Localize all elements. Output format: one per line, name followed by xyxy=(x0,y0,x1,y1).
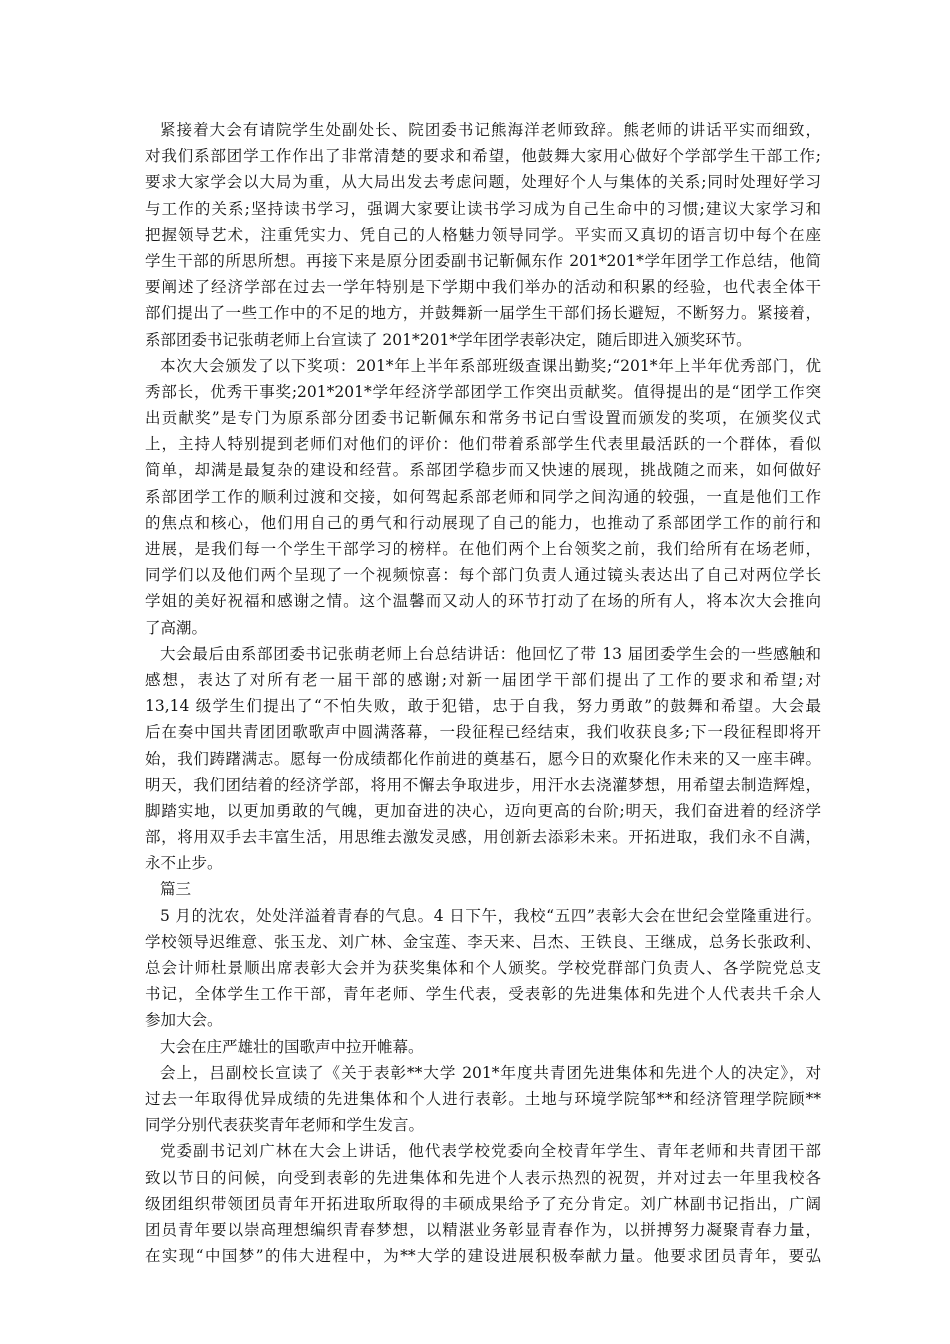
text-line: 的焦点和核心，他们用自己的勇气和行动展现了自己的能力，也推动了系部团学工作的前行和 xyxy=(145,513,821,532)
text-line: 学生干部的所思所想。再接下来是原分团委副书记靳佩东作 201*201*学年团学工作总结，他简 xyxy=(145,251,821,270)
text-line: 进展，是我们每一个学生干部学习的榜样。在他们两个上台领奖之前，我们给所有在场老师， xyxy=(145,540,821,558)
text-line: 本次大会颁发了以下奖项：201*年上半年系部班级查课出勤奖;“201*年上半年优秀部门，优 xyxy=(160,356,821,375)
text-line: 书记，全体学生工作干部，青年老师、学生代表，受表彰的先进集体和先进个人代表共千余人 xyxy=(145,985,821,1004)
text-line: 部们提出了一些工作中的不足的地方，并鼓舞新一届学生干部们扬长避短，不断努力。紧接着， xyxy=(145,304,821,323)
text-line: 同学们以及他们两个呈现了一个视频惊喜：每个部门负责人通过镜头表达出了自己对两位学长 xyxy=(145,566,821,585)
text-line: 简单，却满是最复杂的建设和经营。系部团学稳步而又快速的展现，挑战随之而来，如何做好 xyxy=(145,461,821,480)
text-line: 与工作的关系;坚持读书学习，强调大家要让读书学习成为自己生命中的习惯;建议大家学习和 xyxy=(145,199,821,218)
text-line: 了高潮。 xyxy=(145,618,208,637)
text-line: 学姐的美好祝福和感谢之情。这个温馨而又动人的环节打动了在场的所有人，将本次大会推向 xyxy=(145,592,821,611)
text-line: 部，将用双手去丰富生活，用思维去激发灵感，用创新去添彩未来。开拓进取，我们永不自满， xyxy=(145,828,821,847)
text-line: 明天，我们团结着的经济学部，将用不懈去争取进步，用汗水去浇灌梦想，用希望去制造辉煌， xyxy=(145,775,821,794)
text-line: 对我们系部团学工作作出了非常清楚的要求和希望，他鼓舞大家用心做好个学部学生干部工作; xyxy=(145,147,821,166)
text-line: 总会计师杜景顺出席表彰大会并为获奖集体和个人颁奖。学校党群部门负责人、各学院党总支 xyxy=(145,959,821,977)
text-line: 5 月的沈农，处处洋溢着青春的气息。4 日下午，我校“五四”表彰大会在世纪会堂隆重进行。 xyxy=(160,906,821,925)
text-line: 系部团学工作的顺利过渡和交接，如何驾起系部老师和同学之间沟通的较强，一直是他们工作 xyxy=(145,487,821,506)
text-line: 大会在庄严雄壮的国歌声中拉开帷幕。 xyxy=(160,1037,424,1056)
paragraph xyxy=(145,1138,821,1269)
text-line: 脚踏实地，以更加勇敢的气魄，更加奋进的决心，迈向更高的台阶;明天，我们奋进着的经济学 xyxy=(145,801,821,820)
text-line: 感想，表达了对所有老一届干部的感谢;对新一届团学干部们提出了工作的要求和希望;对 xyxy=(145,670,821,689)
text-line: 大会最后由系部团委书记张萌老师上台总结讲话：他回忆了带 13 届团委学生会的一些感触和 xyxy=(160,644,821,663)
text-line: 把握领导艺术，注重凭实力、凭自己的人格魅力领导同学。平实而又真切的语言切中每个在座 xyxy=(145,225,821,244)
paragraph xyxy=(145,353,821,641)
text-line: 系部团委书记张萌老师上台宣读了 201*201*学年团学表彰决定，随后即进入颁奖环节。 xyxy=(145,330,752,349)
text-line: 篇三 xyxy=(160,880,192,899)
paragraph xyxy=(145,117,821,353)
document-body xyxy=(145,117,821,1269)
text-line: 出贡献奖”是专门为原系部分团委书记靳佩东和常务书记白雪设置而颁发的奖项，在颁奖仪式 xyxy=(145,409,821,428)
paragraph xyxy=(145,903,821,1034)
text-line: 13,14 级学生们提出了“不怕失败，敢于犯错，忠于自我，努力勇敢”的鼓舞和希望。大会最 xyxy=(145,697,821,716)
paragraph xyxy=(145,1034,821,1060)
text-line: 始，我们踌躇满志。愿每一份成绩都化作前进的奠基石，愿今日的欢聚化作未来的又一座丰碑。 xyxy=(145,749,821,768)
text-line: 学校领导迟维意、张玉龙、刘广林、金宝莲、李天来、吕杰、王铁良、王继成，总务长张政利、 xyxy=(145,932,821,951)
text-line: 后在奏中国共青团团歌歌声中圆满落幕，一段征程已经结束，我们收获良多;下一段征程即将开 xyxy=(145,723,821,742)
text-line: 要阐述了经济学部在过去一学年特别是下学期中我们举办的活动和积累的经验，也代表全体干 xyxy=(145,278,821,297)
text-line: 永不止步。 xyxy=(145,854,223,873)
text-line: 要求大家学会以大局为重，从大局出发去考虑问题，处理好个人与集体的关系;同时处理好学习 xyxy=(145,173,821,192)
text-line: 会上，吕副校长宣读了《关于表彰**大学 201*年度共青团先进集体和先进个人的决定》，对 xyxy=(160,1063,821,1082)
text-line: 级团组织带领团员青年开拓进取所取得的丰硕成果给予了充分肯定。刘广林副书记指出，广阔 xyxy=(145,1194,821,1213)
text-line: 紧接着大会有请院学生处副处长、院团委书记熊海洋老师致辞。熊老师的讲话平实而细致， xyxy=(160,121,821,139)
text-line: 致以节日的问候，向受到表彰的先进集体和先进个人表示热烈的祝贺，并对过去一年里我校各 xyxy=(145,1168,821,1187)
paragraph xyxy=(145,1060,821,1139)
text-line: 过去一年取得优异成绩的先进集体和个人进行表彰。土地与环境学院邹**和经济管理学院顾** xyxy=(145,1089,821,1108)
text-line: 党委副书记刘广林在大会上讲话，他代表学校党委向全校青年学生、青年老师和共青团干部 xyxy=(160,1142,821,1161)
text-line: 在实现“中国梦”的伟大进程中，为**大学的建设进展积极奉献力量。他要求团员青年，要弘 xyxy=(145,1247,821,1266)
text-line: 秀部长，优秀干事奖;201*201*学年经济学部团学工作突出贡献奖。值得提出的是“团学工作突 xyxy=(145,382,821,401)
paragraph xyxy=(145,641,821,877)
text-line: 上，主持人特别提到老师们对他们的评价：他们带着系部学生代表里最活跃的一个群体，看似 xyxy=(145,435,821,454)
text-line: 团员青年要以崇高理想编织青春梦想，以精湛业务彰显青春作为，以拼搏努力凝聚青春力量， xyxy=(145,1220,821,1239)
text-line: 同学分别代表获奖青年老师和学生发言。 xyxy=(145,1116,425,1135)
text-line: 参加大会。 xyxy=(145,1011,223,1030)
paragraph xyxy=(145,876,821,902)
